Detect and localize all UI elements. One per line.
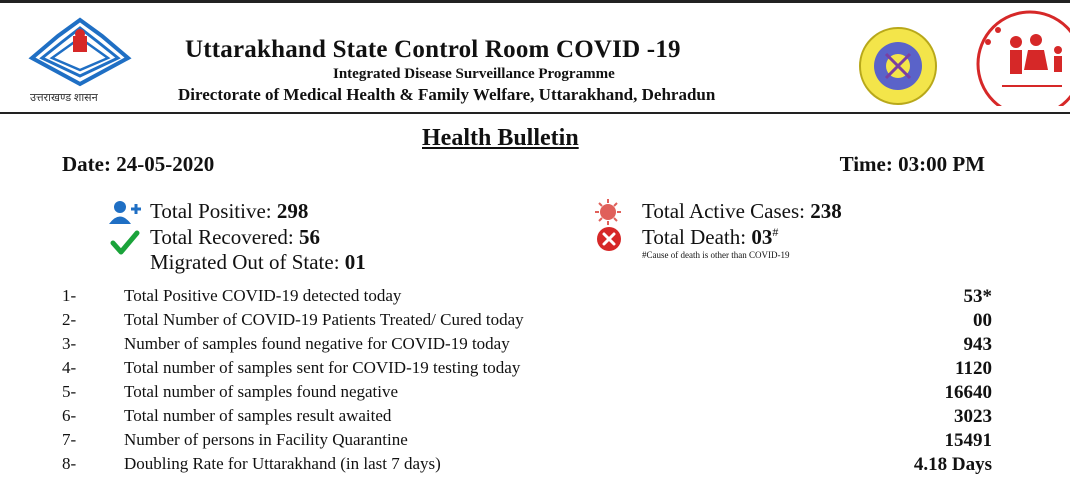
row-label: Number of samples found negative for COVID-19 today [124, 334, 510, 353]
national-health-mission-logo [972, 6, 1070, 106]
row-number: 1- [62, 286, 77, 305]
row-label: Total number of samples result awaited [124, 406, 392, 425]
row-value: 1120 [955, 358, 992, 379]
row-number: 2- [62, 310, 77, 329]
row-value: 3023 [954, 406, 992, 427]
active-value: 238 [810, 199, 842, 223]
row-number: 5- [62, 382, 77, 401]
header-divider [0, 112, 1070, 114]
death-value: 03 [751, 225, 773, 249]
migrated-value: 01 [344, 250, 366, 274]
table-row [62, 310, 992, 334]
table-row [62, 454, 992, 478]
table-row [62, 286, 992, 310]
total-death [642, 225, 778, 250]
logo-caption: उत्तराखण्ड शासन [30, 92, 98, 104]
row-number: 3- [62, 334, 77, 353]
row-value: 15491 [944, 430, 992, 451]
death-label: Total Death: [642, 225, 747, 249]
checkmark-icon [110, 230, 140, 256]
idsp-logo [856, 24, 940, 108]
death-footnote: #Cause of death is other than COVID-19 [642, 250, 790, 260]
row-number: 7- [62, 430, 77, 449]
bulletin-heading: Health Bulletin [422, 125, 579, 151]
bulletin-date: Date: 24-05-2020 [62, 152, 215, 176]
table-row [62, 406, 992, 430]
row-number: 4- [62, 358, 77, 377]
top-border [0, 0, 1070, 3]
total-positive-value: 298 [276, 199, 309, 223]
cross-circle-icon [595, 225, 623, 253]
row-number: 8- [62, 454, 77, 473]
row-label: Doubling Rate for Uttarakhand (in last 7 days) [124, 454, 441, 473]
active-label: Total Active Cases: [642, 199, 805, 223]
row-label: Total Number of COVID-19 Patients Treated/ Cured today [124, 310, 524, 329]
death-footnote-mark: # [772, 225, 779, 239]
row-label: Total number of samples found negative [124, 382, 399, 401]
header-subtitle: Integrated Disease Surveillance Programme [333, 66, 615, 82]
row-value: 4.18 Days [913, 454, 992, 475]
table-row [62, 430, 992, 454]
user-plus-icon [108, 199, 142, 225]
row-value: 00 [973, 310, 992, 331]
header-title: Uttarakhand State Control Room COVID -19 [185, 36, 681, 63]
bulletin-time: Time: 03:00 PM [839, 152, 985, 176]
row-label: Number of persons in Facility Quarantine [124, 430, 408, 449]
table-row [62, 358, 992, 382]
row-value: 16640 [944, 382, 992, 403]
table-row [62, 382, 992, 406]
row-value: 943 [963, 334, 992, 355]
header-directorate: Directorate of Medical Health & Family Welfare, Uttarakhand, Dehradun [178, 85, 716, 104]
total-recovered [150, 225, 320, 250]
row-value: 53* [963, 286, 992, 307]
migrated-label: Migrated Out of State: [150, 250, 340, 274]
total-recovered-label: Total Recovered: [150, 225, 294, 249]
table-row [62, 334, 992, 358]
row-label: Total Positive COVID-19 detected today [124, 286, 402, 305]
row-number: 6- [62, 406, 77, 425]
total-positive [150, 199, 308, 224]
migrated-out [150, 250, 366, 275]
total-positive-label: Total Positive: [150, 199, 272, 223]
virus-icon [592, 197, 624, 227]
total-active-cases [642, 199, 842, 224]
uttarakhand-emblem-logo [28, 14, 132, 88]
total-recovered-value: 56 [298, 225, 320, 249]
row-label: Total number of samples sent for COVID-19 testing today [124, 358, 521, 377]
